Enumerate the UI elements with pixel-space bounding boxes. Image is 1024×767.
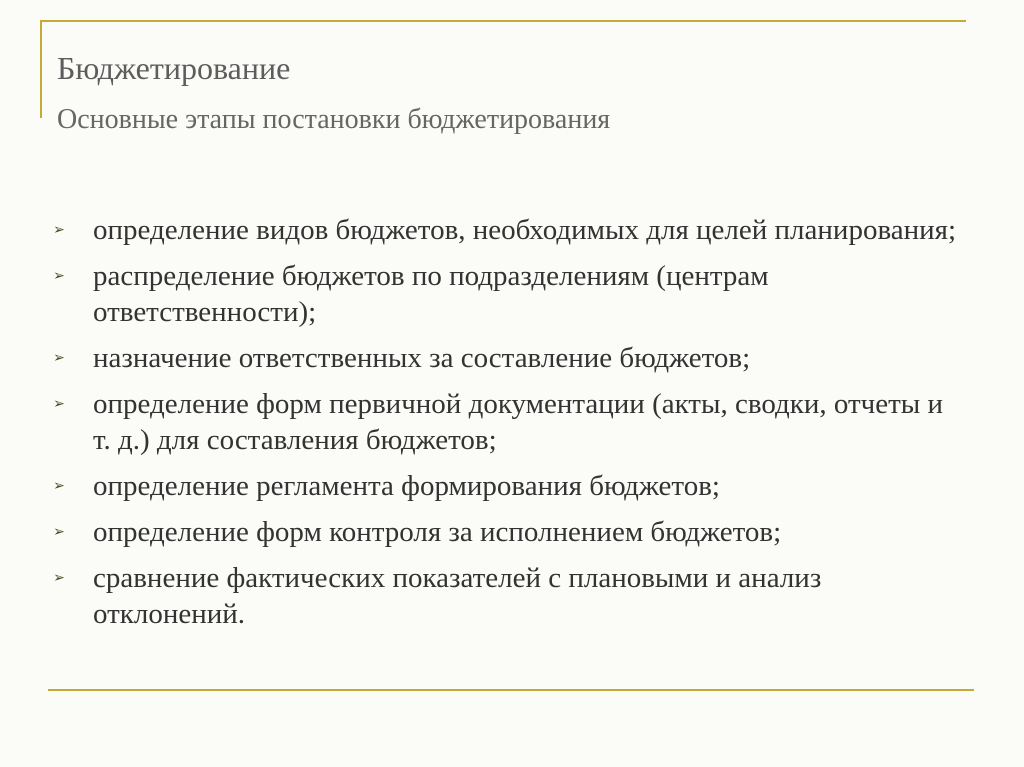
bullet-list xyxy=(50,212,960,642)
arrow-bullet-icon: ➢ xyxy=(53,268,65,284)
bullet-item xyxy=(50,258,960,330)
bullet-text: определение форм первичной документации (акты, сводки, отчеты и т. д.) для составления бюджетов; xyxy=(93,388,944,456)
bullet-item xyxy=(50,514,960,550)
bullet-item xyxy=(50,560,960,632)
bullet-text: определение форм контроля за исполнением бюджетов; xyxy=(93,516,782,548)
bullet-item xyxy=(50,468,960,504)
bullet-text: сравнение фактических показателей с плановыми и анализ отклонений. xyxy=(93,562,822,630)
bottom-rule xyxy=(48,689,974,691)
left-accent-rule xyxy=(40,20,42,118)
bullet-item xyxy=(50,212,960,248)
top-rule xyxy=(40,20,966,22)
arrow-bullet-icon: ➢ xyxy=(53,222,65,238)
arrow-bullet-icon: ➢ xyxy=(53,478,65,494)
bullet-text: распределение бюджетов по подразделениям (центрам ответственности); xyxy=(93,260,769,328)
bullet-text: определение регламента формирования бюджетов; xyxy=(93,470,720,502)
bullet-text: назначение ответственных за составление бюджетов; xyxy=(93,342,751,374)
arrow-bullet-icon: ➢ xyxy=(53,524,65,540)
slide-subtitle: Основные этапы постановки бюджетирования xyxy=(57,104,611,135)
arrow-bullet-icon: ➢ xyxy=(53,350,65,366)
bullet-text: определение видов бюджетов, необходимых для целей планирования; xyxy=(93,214,957,246)
bullet-item xyxy=(50,386,960,458)
slide-title: Бюджетирование xyxy=(57,50,291,86)
arrow-bullet-icon: ➢ xyxy=(53,570,65,586)
arrow-bullet-icon: ➢ xyxy=(53,396,65,412)
bullet-item xyxy=(50,340,960,376)
